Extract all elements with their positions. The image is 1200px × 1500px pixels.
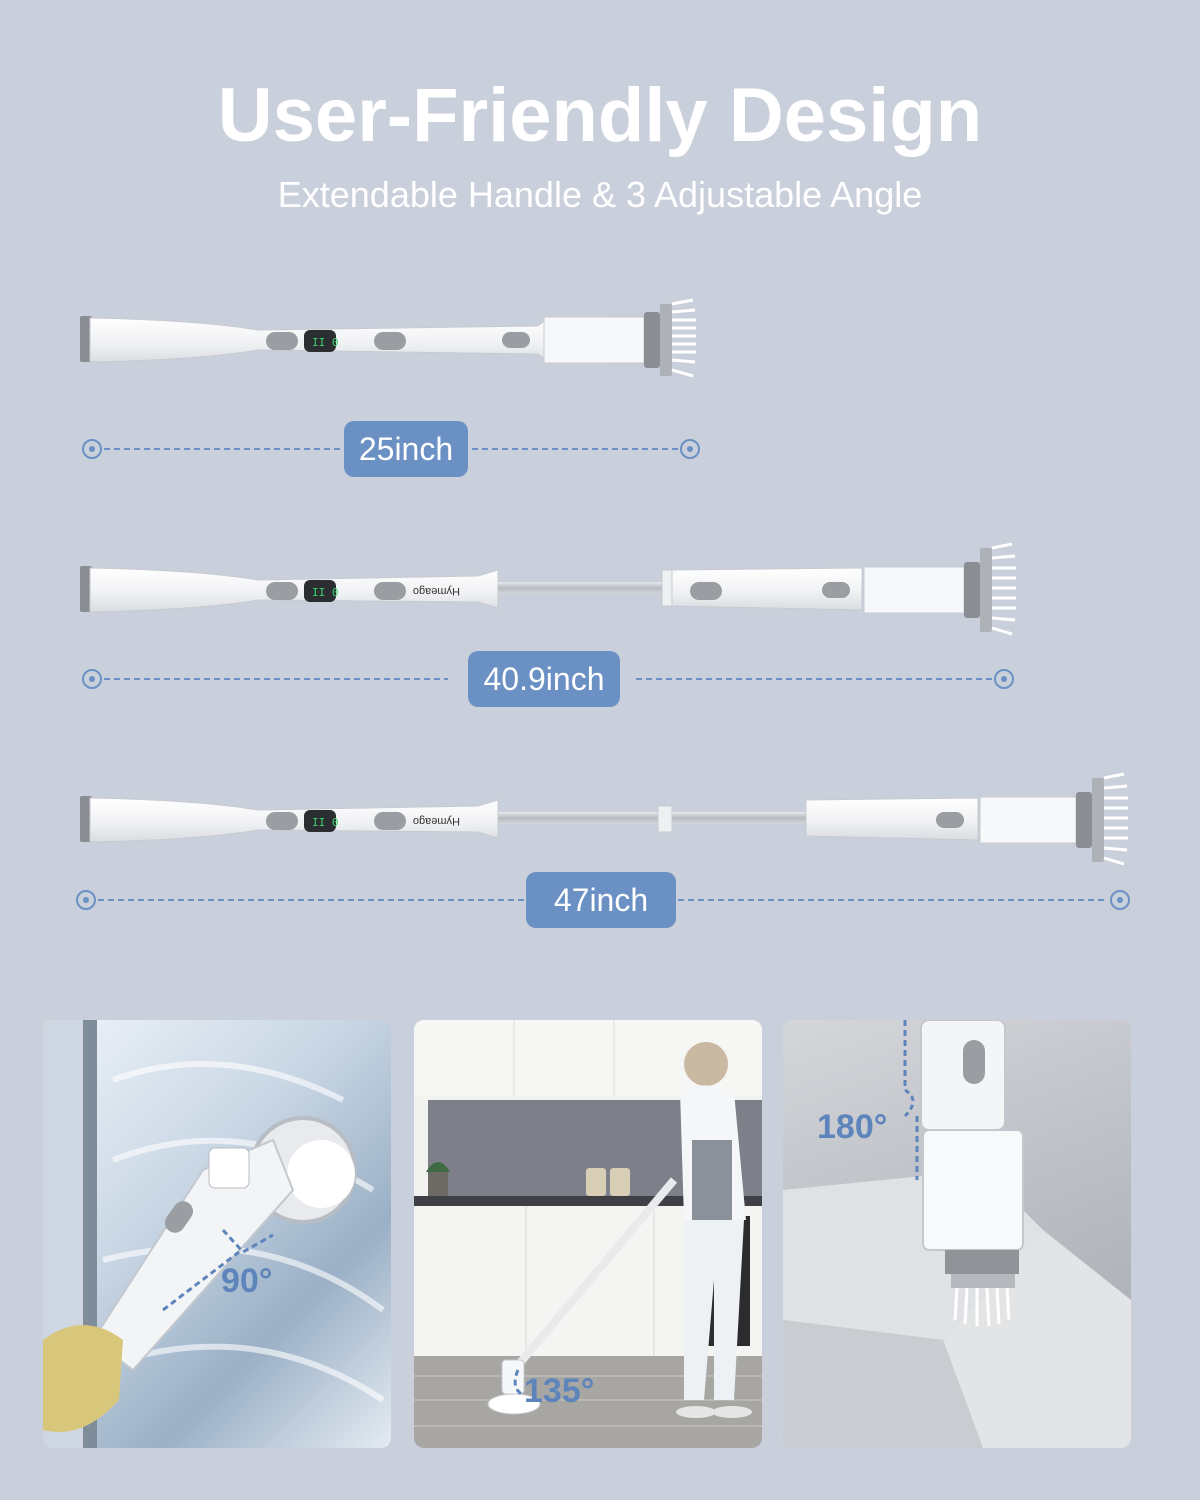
angle-label-180: 180°	[817, 1108, 888, 1146]
angle-label-90: 90°	[221, 1262, 273, 1300]
length-badge-25inch: 25inch	[344, 421, 468, 477]
page-title: User-Friendly Design	[217, 73, 983, 158]
photo-floor-cleaning	[414, 1020, 762, 1448]
photo-bathtub-cleaning	[783, 1020, 1131, 1448]
length-badge-40-9inch: 40.9inch	[468, 651, 620, 707]
svg-text:II 0: II 0	[312, 586, 339, 599]
svg-text:II 0: II 0	[312, 816, 339, 829]
photo-window-cleaning	[43, 1020, 391, 1448]
brand-logo: Hymeago	[412, 585, 460, 597]
svg-text:II 0: II 0	[312, 336, 339, 349]
svg-text:Hymeago: Hymeago	[412, 815, 460, 827]
scrubber-mid-extended-image	[78, 540, 1023, 640]
angle-label-135: 135°	[524, 1372, 595, 1410]
scrubber-collapsed-image	[78, 290, 703, 390]
page-subtitle: Extendable Handle & 3 Adjustable Angle	[277, 174, 923, 215]
length-badge-47inch: 47inch	[526, 872, 676, 928]
scrubber-fully-extended-image	[78, 770, 1138, 870]
